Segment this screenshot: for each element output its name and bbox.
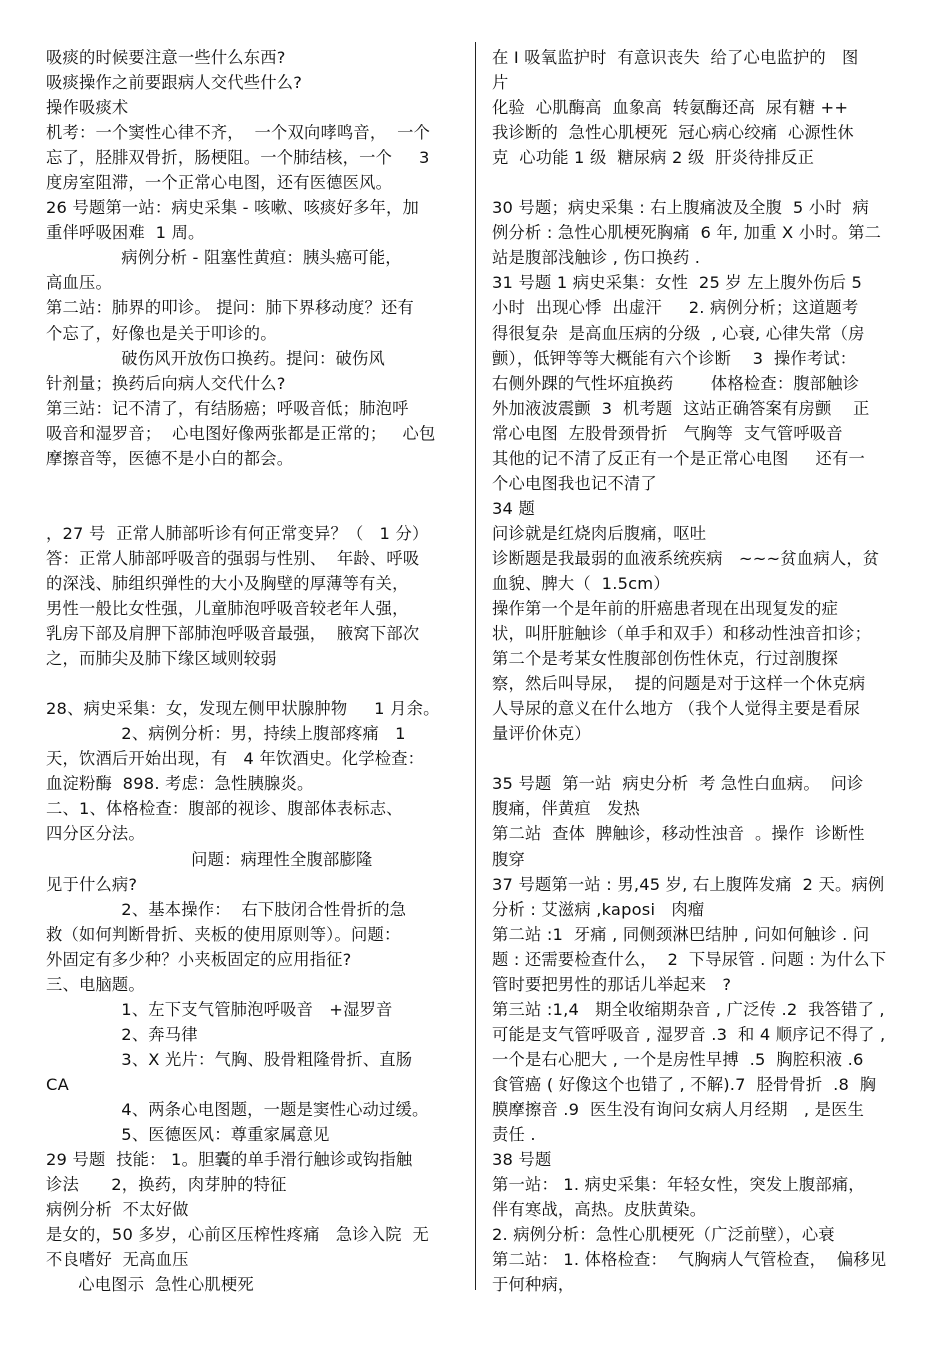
text-line: 第三站：记不清了，有结肠癌；呼吸音低；肺泡呼 — [46, 398, 409, 418]
text-line: 外固定有多少种？小夹板固定的应用指征? — [46, 949, 352, 969]
text-line: 吸音和湿罗音； 心电图好像两张都是正常的； 心包 — [46, 423, 436, 443]
text-line: 病例分析 不太好做 — [46, 1200, 189, 1220]
text-line: 机考：一个窦性心律不齐， 一个双向哮鸣音， 一个 — [46, 123, 431, 143]
text-line: 2. 病例分析：急性心肌梗死（广泛前壁），心衰 — [492, 1225, 835, 1245]
text-line: 吸痰的时候要注意一些什么东西? — [46, 48, 286, 67]
text-line: 伴有寒战，高热。皮肤黄染。 — [492, 1200, 707, 1220]
text-line: 血貌、脾大（ 1.5cm） — [492, 573, 670, 593]
text-line: 个心电图我也记不清了 — [492, 473, 657, 493]
text-line: 34 题 — [492, 498, 535, 518]
text-line — [46, 496, 464, 521]
text-line: 度房室阻滞，一个正常心电图，还有医德医风。 — [46, 173, 393, 193]
text-line: 第二站 查体 脾触诊，移动性浊音 。操作 诊断性 — [492, 824, 865, 844]
right-text-column — [492, 45, 910, 1297]
text-line: 站是腹部浅触诊 , 伤口换药 . — [492, 248, 701, 268]
text-line: 外加液波震颤 3 机考题 这站正确答案有房颤 正 — [492, 398, 870, 418]
text-line: 忘了，胫腓双骨折，肠梗阻。一个肺结核，一个 3 — [46, 148, 430, 168]
text-line: 于何种病， — [492, 1275, 575, 1295]
text-line: 不良嗜好 无高血压 — [46, 1250, 189, 1270]
text-line: 察，然后叫导尿， 提的问题是对于这样一个休克病 — [492, 674, 866, 694]
text-line: 31 号题 1 病史采集：女性 25 岁 左上腹外伤后 5 — [492, 273, 863, 293]
text-line: 量评价休克） — [492, 724, 591, 744]
text-line: CA — [46, 1074, 69, 1094]
text-line: 诊断题是我最弱的血液系统疾病 ~~~贫血病人，贫 — [492, 548, 880, 568]
text-line: 之，而肺尖及肺下缘区域则较弱 — [46, 649, 277, 669]
text-line: 右侧外踝的气性坏疽换药 体格检查：腹部触诊 — [492, 373, 860, 393]
text-line: 见于什么病? — [46, 874, 138, 894]
text-line: 食管癌 ( 好像这个也错了 , 不解).7 胫骨骨折 .8 胸 — [492, 1074, 877, 1094]
text-line: 常心电图 左股骨颈骨折 气胸等 支气管呼吸音 — [492, 423, 843, 443]
text-line: 腹穿 — [492, 849, 525, 869]
text-line: 第二站： 1. 体格检查： 气胸病人气管检查， 偏移见 — [492, 1250, 887, 1270]
text-line: 三、电脑题。 — [46, 974, 145, 994]
text-line — [492, 746, 910, 771]
text-line: 乳房下部及肩胛下部肺泡呼吸音最强， 腋窝下部次 — [46, 624, 420, 644]
text-line: 针剂量；换药后向病人交代什么? — [46, 373, 286, 393]
text-line: 2、基本操作： 右下肢闭合性骨折的急 — [46, 899, 407, 919]
text-line: 血淀粉酶 898. 考虑：急性胰腺炎。 — [46, 774, 314, 794]
text-line: 我诊断的 急性心肌梗死 冠心病心绞痛 心源性休 — [492, 123, 854, 143]
text-line: 高血压。 — [46, 273, 112, 293]
text-line — [46, 671, 464, 696]
text-line: 第三站 :1,4 期全收缩期杂音 , 广泛传 .2 我答错了 , — [492, 999, 885, 1019]
text-line: 问题：病理性全腹部膨隆 — [46, 849, 373, 869]
text-line: 病例分析 - 阻塞性黄疸：胰头癌可能， — [46, 248, 402, 268]
column-divider — [475, 42, 476, 1290]
text-line: 分析 : 艾滋病 ,kaposi 肉瘤 — [492, 899, 705, 919]
text-line: 得很复杂 是高血压病的分级 , 心衰, 心律失常（房 — [492, 323, 865, 343]
text-line: 第一站： 1. 病史采集：年轻女性，突发上腹部痛， — [492, 1175, 865, 1195]
left-text-column — [46, 45, 464, 1297]
text-line: 可能是支气管呼吸音 , 湿罗音 .3 和 4 顺序记不得了 , — [492, 1024, 886, 1044]
text-line: 吸痰操作之前要跟病人交代些什么? — [46, 73, 303, 93]
text-line: 诊法 2，换药，肉芽肿的特征 — [46, 1175, 287, 1195]
text-line: 摩擦音等，医德不是小白的都会。 — [46, 448, 294, 468]
text-line — [492, 170, 910, 195]
text-line: ，27 号 正常人肺部听诊有何正常变异？（ 1 分） — [46, 523, 429, 543]
text-line: 2、奔马律 — [46, 1024, 198, 1044]
text-line: 颤），低钾等等大概能有六个诊断 3 操作考试： — [492, 348, 857, 368]
text-line: 二、1、体格检查：腹部的视诊、腹部体表标志、 — [46, 799, 403, 819]
text-line: 是女的，50 多岁，心前区压榨性疼痛 急诊入院 无 — [46, 1225, 429, 1245]
text-line: 的深浅、肺组织弹性的大小及胸壁的厚薄等有关， — [46, 573, 409, 593]
text-line: 问诊就是红烧肉后腹痛，呕吐 — [492, 523, 707, 543]
text-line: 管时要把男性的那话儿举起来 ? — [492, 974, 732, 994]
text-line: 天，饮酒后开始出现，有 4 年饮酒史。化学检查： — [46, 749, 425, 769]
text-line: 2、病例分析：男，持续上腹部疼痛 1 — [46, 724, 406, 744]
text-line: 小时 出现心悸 出虚汗 2. 病例分析；这道题考 — [492, 298, 859, 318]
text-line: 30 号题；病史采集 : 右上腹痛波及全腹 5 小时 病 — [492, 198, 870, 218]
text-line: 1、左下支气管肺泡呼吸音 +湿罗音 — [46, 999, 393, 1019]
text-line: 责任 . — [492, 1125, 536, 1145]
text-line: 操作第一个是年前的肝癌患者现在出现复发的症 — [492, 599, 839, 619]
text-line: 重伴呼吸困难 1 周。 — [46, 223, 205, 243]
text-line: 38 号题 — [492, 1150, 552, 1170]
text-line: 其他的记不清了反正有一个是正常心电图 还有一 — [492, 448, 865, 468]
text-line: 例分析 : 急性心肌梗死胸痛 6 年, 加重 X 小时。第二 — [492, 223, 882, 243]
text-line — [46, 471, 464, 496]
text-line: 4、两条心电图题，一题是窦性心动过缓。 — [46, 1099, 429, 1119]
text-line: 28、病史采集：女，发现左侧甲状腺肿物 1 月余。 — [46, 699, 440, 719]
text-line: 片 — [492, 73, 509, 93]
text-line: 化验 心肌酶高 血象高 转氨酶还高 尿有糖 ++ — [492, 98, 849, 118]
text-line: 第二个是考某女性腹部创伤性休克，行过剖腹探 — [492, 649, 839, 669]
text-line: 5、医德医风：尊重家属意见 — [46, 1125, 330, 1145]
text-line: 状，叫肝脏触诊（单手和双手）和移动性浊音扣诊； — [492, 624, 872, 644]
text-line: 个忘了，好像也是关于叩诊的。 — [46, 323, 277, 343]
text-line: 心电图示 急性心肌梗死 — [46, 1275, 254, 1295]
text-line: 四分区分法。 — [46, 824, 145, 844]
text-line: 35 号题 第一站 病史分析 考 急性白血病。 问诊 — [492, 774, 864, 794]
text-line: 第二站 :1 牙痛 , 同侧颈淋巴结肿 , 问如何触诊 . 问 — [492, 924, 870, 944]
text-line: 第二站：肺界的叩诊。 提问：肺下界移动度？还有 — [46, 298, 414, 318]
text-line: 腹痛，伴黄疸 发热 — [492, 799, 640, 819]
text-line: 救（如何判断骨折、夹板的使用原则等）。问题： — [46, 924, 401, 944]
text-line: 37 号题第一站 : 男,45 岁, 右上腹阵发痛 2 天。病例 — [492, 874, 885, 894]
text-line: 人导尿的意义在什么地方 （我个人觉得主要是看尿 — [492, 699, 860, 719]
text-line: 3、X 光片：气胸、股骨粗隆骨折、直肠 — [46, 1049, 413, 1069]
text-line: 克 心功能 1 级 糖尿病 2 级 肝炎待排反正 — [492, 148, 815, 168]
text-line: 题 : 还需要检查什么， 2 下导尿管 . 问题 : 为什么下 — [492, 949, 887, 969]
text-line: 膜摩擦音 .9 医生没有询问女病人月经期 , 是医生 — [492, 1099, 865, 1119]
text-line: 破伤风开放伤口换药。提问：破伤风 — [46, 348, 385, 368]
text-line: 26 号题第一站：病史采集 - 咳嗽、咳痰好多年，加 — [46, 198, 419, 218]
text-line: 答：正常人肺部呼吸音的强弱与性别、 年龄、呼吸 — [46, 548, 420, 568]
text-line: 29 号题 技能： 1。胆囊的单手滑行触诊或钩指触 — [46, 1150, 413, 1170]
text-line: 在 I 吸氧监护时 有意识丧失 给了心电监护的 图 — [492, 48, 859, 67]
text-line: 一个是右心肥大 , 一个是房性早搏 .5 胸腔积液 .6 — [492, 1049, 864, 1069]
text-line: 男性一般比女性强，儿童肺泡呼吸音较老年人强， — [46, 599, 409, 619]
text-line: 操作吸痰术 — [46, 98, 129, 118]
